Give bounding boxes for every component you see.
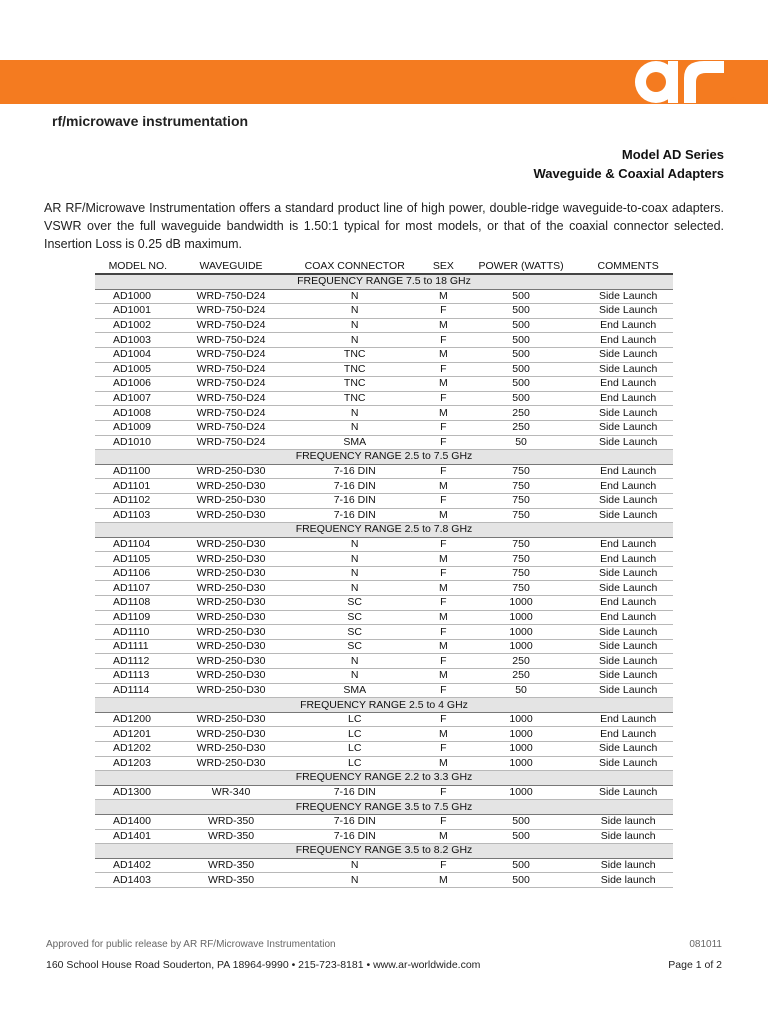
table-cell: WRD-750-D24 [181,377,282,392]
table-cell: End Launch [583,318,673,333]
table-cell: F [428,814,459,829]
table-cell: Side Launch [583,625,673,640]
table-cell: End Launch [583,537,673,552]
release-note: Approved for public release by AR RF/Microwave Instrumentation [46,939,336,950]
table-cell: LC [281,756,428,771]
table-cell: WRD-250-D30 [181,625,282,640]
table-cell: WRD-350 [181,814,282,829]
table-row [95,596,673,611]
table-cell: 7-16 DIN [281,479,428,494]
table-cell: AD1114 [95,683,181,698]
table-cell: 500 [459,377,584,392]
table-cell: AD1008 [95,406,181,421]
table-cell: SC [281,639,428,654]
table-cell: N [281,289,428,304]
table-row [95,333,673,348]
table-cell: 7-16 DIN [281,785,428,800]
table-cell: AD1402 [95,858,181,873]
table-cell: M [428,479,459,494]
table-cell: F [428,712,459,727]
table-row [95,742,673,757]
table-cell: WRD-750-D24 [181,391,282,406]
table-cell: TNC [281,391,428,406]
table-cell: WRD-350 [181,873,282,888]
table-header-row [95,258,673,274]
table-cell: AD1300 [95,785,181,800]
frequency-range-label: FREQUENCY RANGE 2.2 to 3.3 GHz [95,771,673,786]
frequency-group-row [95,800,673,815]
table-cell: 1000 [459,639,584,654]
table-cell: N [281,581,428,596]
table-cell: AD1108 [95,596,181,611]
table-row [95,552,673,567]
table-row [95,814,673,829]
table-cell: 50 [459,683,584,698]
table-cell: SC [281,596,428,611]
table-cell: WRD-250-D30 [181,596,282,611]
table-cell: F [428,435,459,450]
table-cell: F [428,596,459,611]
table-cell: 7-16 DIN [281,493,428,508]
table-cell: End Launch [583,712,673,727]
table-cell: End Launch [583,391,673,406]
table-cell: 500 [459,347,584,362]
table-row [95,304,673,319]
table-cell: N [281,566,428,581]
table-cell: Side Launch [583,362,673,377]
table-cell: N [281,858,428,873]
table-cell: 1000 [459,712,584,727]
table-cell: AD1201 [95,727,181,742]
table-cell: WRD-250-D30 [181,654,282,669]
table-row [95,464,673,479]
frequency-range-label: FREQUENCY RANGE 2.5 to 4 GHz [95,698,673,713]
table-cell: WRD-750-D24 [181,406,282,421]
frequency-range-label: FREQUENCY RANGE 3.5 to 8.2 GHz [95,844,673,859]
table-row [95,406,673,421]
table-cell: AD1102 [95,493,181,508]
table-cell: AD1106 [95,566,181,581]
table-cell: AD1401 [95,829,181,844]
intro-paragraph: AR RF/Microwave Instrumentation offers a standard product line of high power, double-ridge waveguide-to-coax adapters. VSWR over the full waveguide bandwidth is 1.50:1 typical for most models, or that of the coaxial connector selected. Insertion Loss is 0.25 dB maximum. [44,201,724,251]
table-cell: M [428,756,459,771]
table-cell: End Launch [583,479,673,494]
table-cell: WRD-750-D24 [181,435,282,450]
table-cell: F [428,333,459,348]
table-cell: WRD-250-D30 [181,742,282,757]
table-cell: Side Launch [583,304,673,319]
table-cell: Side Launch [583,669,673,684]
table-row [95,318,673,333]
table-row [95,785,673,800]
table-cell: Side Launch [583,435,673,450]
table-cell: M [428,639,459,654]
frequency-group-row [95,698,673,713]
table-cell: F [428,304,459,319]
table-cell: WRD-250-D30 [181,479,282,494]
table-cell: WRD-750-D24 [181,289,282,304]
table-cell: AD1004 [95,347,181,362]
registered-mark: ® [730,96,736,105]
table-cell: 750 [459,479,584,494]
page-number: Page 1 of 2 [668,959,722,971]
table-cell: WRD-250-D30 [181,537,282,552]
table-cell: AD1104 [95,537,181,552]
frequency-group-row [95,274,673,289]
table-row [95,727,673,742]
table-cell: End Launch [583,610,673,625]
table-cell: WRD-250-D30 [181,508,282,523]
table-cell: F [428,464,459,479]
table-cell: 750 [459,552,584,567]
table-cell: WRD-750-D24 [181,362,282,377]
table-cell: WRD-250-D30 [181,639,282,654]
table-cell: Side Launch [583,493,673,508]
table-cell: F [428,537,459,552]
table-cell: AD1002 [95,318,181,333]
company-address: 160 School House Road Souderton, PA 18964-9990 • 215-723-8181 • www.ar-worldwide.com [46,959,481,971]
frequency-range-label: FREQUENCY RANGE 3.5 to 7.5 GHz [95,800,673,815]
table-cell: 250 [459,669,584,684]
table-cell: F [428,625,459,640]
table-cell: Side Launch [583,508,673,523]
table-cell: N [281,420,428,435]
table-cell: End Launch [583,333,673,348]
table-cell: 500 [459,829,584,844]
table-cell: M [428,829,459,844]
ar-logo [628,60,732,104]
table-cell: WRD-250-D30 [181,683,282,698]
table-cell: TNC [281,347,428,362]
table-row [95,873,673,888]
table-cell: 1000 [459,625,584,640]
table-cell: M [428,347,459,362]
table-cell: Side launch [583,829,673,844]
table-row [95,377,673,392]
table-cell: F [428,493,459,508]
table-row [95,493,673,508]
column-header: COAX CONNECTOR [281,258,428,274]
table-cell: 500 [459,814,584,829]
table-cell: 7-16 DIN [281,814,428,829]
table-cell: AD1006 [95,377,181,392]
table-cell: M [428,406,459,421]
table-cell: LC [281,727,428,742]
table-cell: AD1005 [95,362,181,377]
table-cell: M [428,610,459,625]
table-row [95,566,673,581]
table-cell: AD1110 [95,625,181,640]
table-cell: End Launch [583,377,673,392]
table-cell: M [428,508,459,523]
table-row [95,669,673,684]
table-cell: End Launch [583,552,673,567]
table-cell: AD1109 [95,610,181,625]
table-cell: F [428,785,459,800]
table-cell: N [281,654,428,669]
table-cell: F [428,362,459,377]
table-cell: M [428,873,459,888]
table-cell: SC [281,610,428,625]
table-cell: WRD-250-D30 [181,493,282,508]
table-cell: Side launch [583,873,673,888]
table-cell: AD1007 [95,391,181,406]
table-cell: 1000 [459,596,584,611]
table-cell: Side Launch [583,420,673,435]
table-row [95,610,673,625]
table-row [95,508,673,523]
table-cell: AD1403 [95,873,181,888]
table-cell: M [428,669,459,684]
table-cell: 1000 [459,756,584,771]
table-cell: AD1101 [95,479,181,494]
table-cell: 7-16 DIN [281,829,428,844]
table-cell: F [428,858,459,873]
table-cell: Side Launch [583,654,673,669]
table-cell: WRD-250-D30 [181,610,282,625]
table-cell: 1000 [459,727,584,742]
table-row [95,625,673,640]
table-cell: Side launch [583,858,673,873]
table-cell: AD1400 [95,814,181,829]
table-cell: TNC [281,362,428,377]
table-row [95,581,673,596]
table-cell: Side Launch [583,756,673,771]
document-title: Model AD Series [621,147,724,162]
table-cell: F [428,742,459,757]
table-cell: WRD-250-D30 [181,566,282,581]
table-cell: 1000 [459,742,584,757]
table-row [95,420,673,435]
table-cell: N [281,318,428,333]
table-row [95,639,673,654]
table-cell: 500 [459,362,584,377]
adapter-spec-table [95,258,673,888]
document-code: 081011 [689,939,722,950]
frequency-group-row [95,844,673,859]
table-cell: 1000 [459,785,584,800]
table-cell: F [428,683,459,698]
table-cell: AD1112 [95,654,181,669]
column-header: POWER (WATTS) [459,258,584,274]
table-cell: AD1100 [95,464,181,479]
table-row [95,391,673,406]
table-cell: M [428,727,459,742]
table-cell: 500 [459,304,584,319]
table-cell: 750 [459,493,584,508]
table-cell: Side Launch [583,406,673,421]
table-cell: 750 [459,581,584,596]
frequency-range-label: FREQUENCY RANGE 7.5 to 18 GHz [95,274,673,289]
column-header: WAVEGUIDE [181,258,282,274]
table-row [95,435,673,450]
table-cell: M [428,289,459,304]
table-cell: WRD-350 [181,829,282,844]
table-cell: AD1010 [95,435,181,450]
table-cell: WRD-250-D30 [181,712,282,727]
table-cell: AD1200 [95,712,181,727]
table-cell: Side Launch [583,566,673,581]
table-cell: SC [281,625,428,640]
frequency-group-row [95,523,673,538]
table-row [95,362,673,377]
table-cell: LC [281,712,428,727]
table-cell: End Launch [583,464,673,479]
frequency-group-row [95,771,673,786]
table-cell: M [428,552,459,567]
table-cell: Side launch [583,814,673,829]
table-cell: Side Launch [583,785,673,800]
table-cell: AD1003 [95,333,181,348]
table-cell: 1000 [459,610,584,625]
table-cell: WRD-250-D30 [181,581,282,596]
table-cell: F [428,566,459,581]
table-row [95,756,673,771]
table-cell: N [281,537,428,552]
table-row [95,347,673,362]
document-subtitle: Waveguide & Coaxial Adapters [533,166,724,181]
table-cell: WRD-250-D30 [181,464,282,479]
table-cell: Side Launch [583,683,673,698]
table-cell: AD1107 [95,581,181,596]
table-cell: M [428,581,459,596]
table-cell: 500 [459,391,584,406]
table-row [95,712,673,727]
table-row [95,479,673,494]
table-row [95,654,673,669]
table-cell: 50 [459,435,584,450]
table-cell: AD1009 [95,420,181,435]
table-cell: 7-16 DIN [281,464,428,479]
table-cell: AD1103 [95,508,181,523]
table-cell: N [281,552,428,567]
table-cell: N [281,873,428,888]
table-cell: AD1111 [95,639,181,654]
column-header: COMMENTS [583,258,673,274]
table-cell: AD1105 [95,552,181,567]
table-body [95,274,673,887]
table-cell: End Launch [583,727,673,742]
column-header: MODEL NO. [95,258,181,274]
table-cell: N [281,304,428,319]
table-cell: Side Launch [583,742,673,757]
table-cell: F [428,654,459,669]
table-cell: 250 [459,406,584,421]
column-header: SEX [428,258,459,274]
table-cell: LC [281,742,428,757]
table-cell: WRD-250-D30 [181,552,282,567]
company-tagline: rf/microwave instrumentation [52,113,249,129]
table-cell: WRD-250-D30 [181,727,282,742]
table-cell: WR-340 [181,785,282,800]
table-cell: AD1001 [95,304,181,319]
table-cell: 7-16 DIN [281,508,428,523]
table-cell: F [428,420,459,435]
table-cell: AD1000 [95,289,181,304]
table-cell: 500 [459,289,584,304]
table-cell: AD1202 [95,742,181,757]
table-cell: F [428,391,459,406]
table-cell: Side Launch [583,347,673,362]
table-cell: 750 [459,508,584,523]
table-cell: WRD-750-D24 [181,333,282,348]
table-cell: Side Launch [583,581,673,596]
table-cell: M [428,318,459,333]
table-cell: Side Launch [583,639,673,654]
table-cell: WRD-750-D24 [181,304,282,319]
table-cell: WRD-250-D30 [181,756,282,771]
table-row [95,289,673,304]
table-cell: 500 [459,873,584,888]
table-cell: 500 [459,858,584,873]
table-cell: 750 [459,464,584,479]
table-row [95,858,673,873]
table-cell: 250 [459,654,584,669]
table-cell: 500 [459,318,584,333]
table-cell: WRD-750-D24 [181,347,282,362]
table-cell: 250 [459,420,584,435]
table-cell: WRD-750-D24 [181,420,282,435]
table-cell: End Launch [583,596,673,611]
table-cell: SMA [281,683,428,698]
table-cell: N [281,669,428,684]
frequency-group-row [95,450,673,465]
table-cell: N [281,406,428,421]
table-cell: WRD-250-D30 [181,669,282,684]
table-row [95,829,673,844]
table-cell: WRD-750-D24 [181,318,282,333]
table-cell: N [281,333,428,348]
frequency-range-label: FREQUENCY RANGE 2.5 to 7.5 GHz [95,450,673,465]
table-cell: Side Launch [583,289,673,304]
table-cell: AD1113 [95,669,181,684]
table-row [95,683,673,698]
table-cell: AD1203 [95,756,181,771]
table-cell: SMA [281,435,428,450]
table-cell: 750 [459,537,584,552]
table-cell: TNC [281,377,428,392]
table-row [95,537,673,552]
table-cell: WRD-350 [181,858,282,873]
frequency-range-label: FREQUENCY RANGE 2.5 to 7.8 GHz [95,523,673,538]
table-cell: 750 [459,566,584,581]
table-cell: M [428,377,459,392]
table-cell: 500 [459,333,584,348]
